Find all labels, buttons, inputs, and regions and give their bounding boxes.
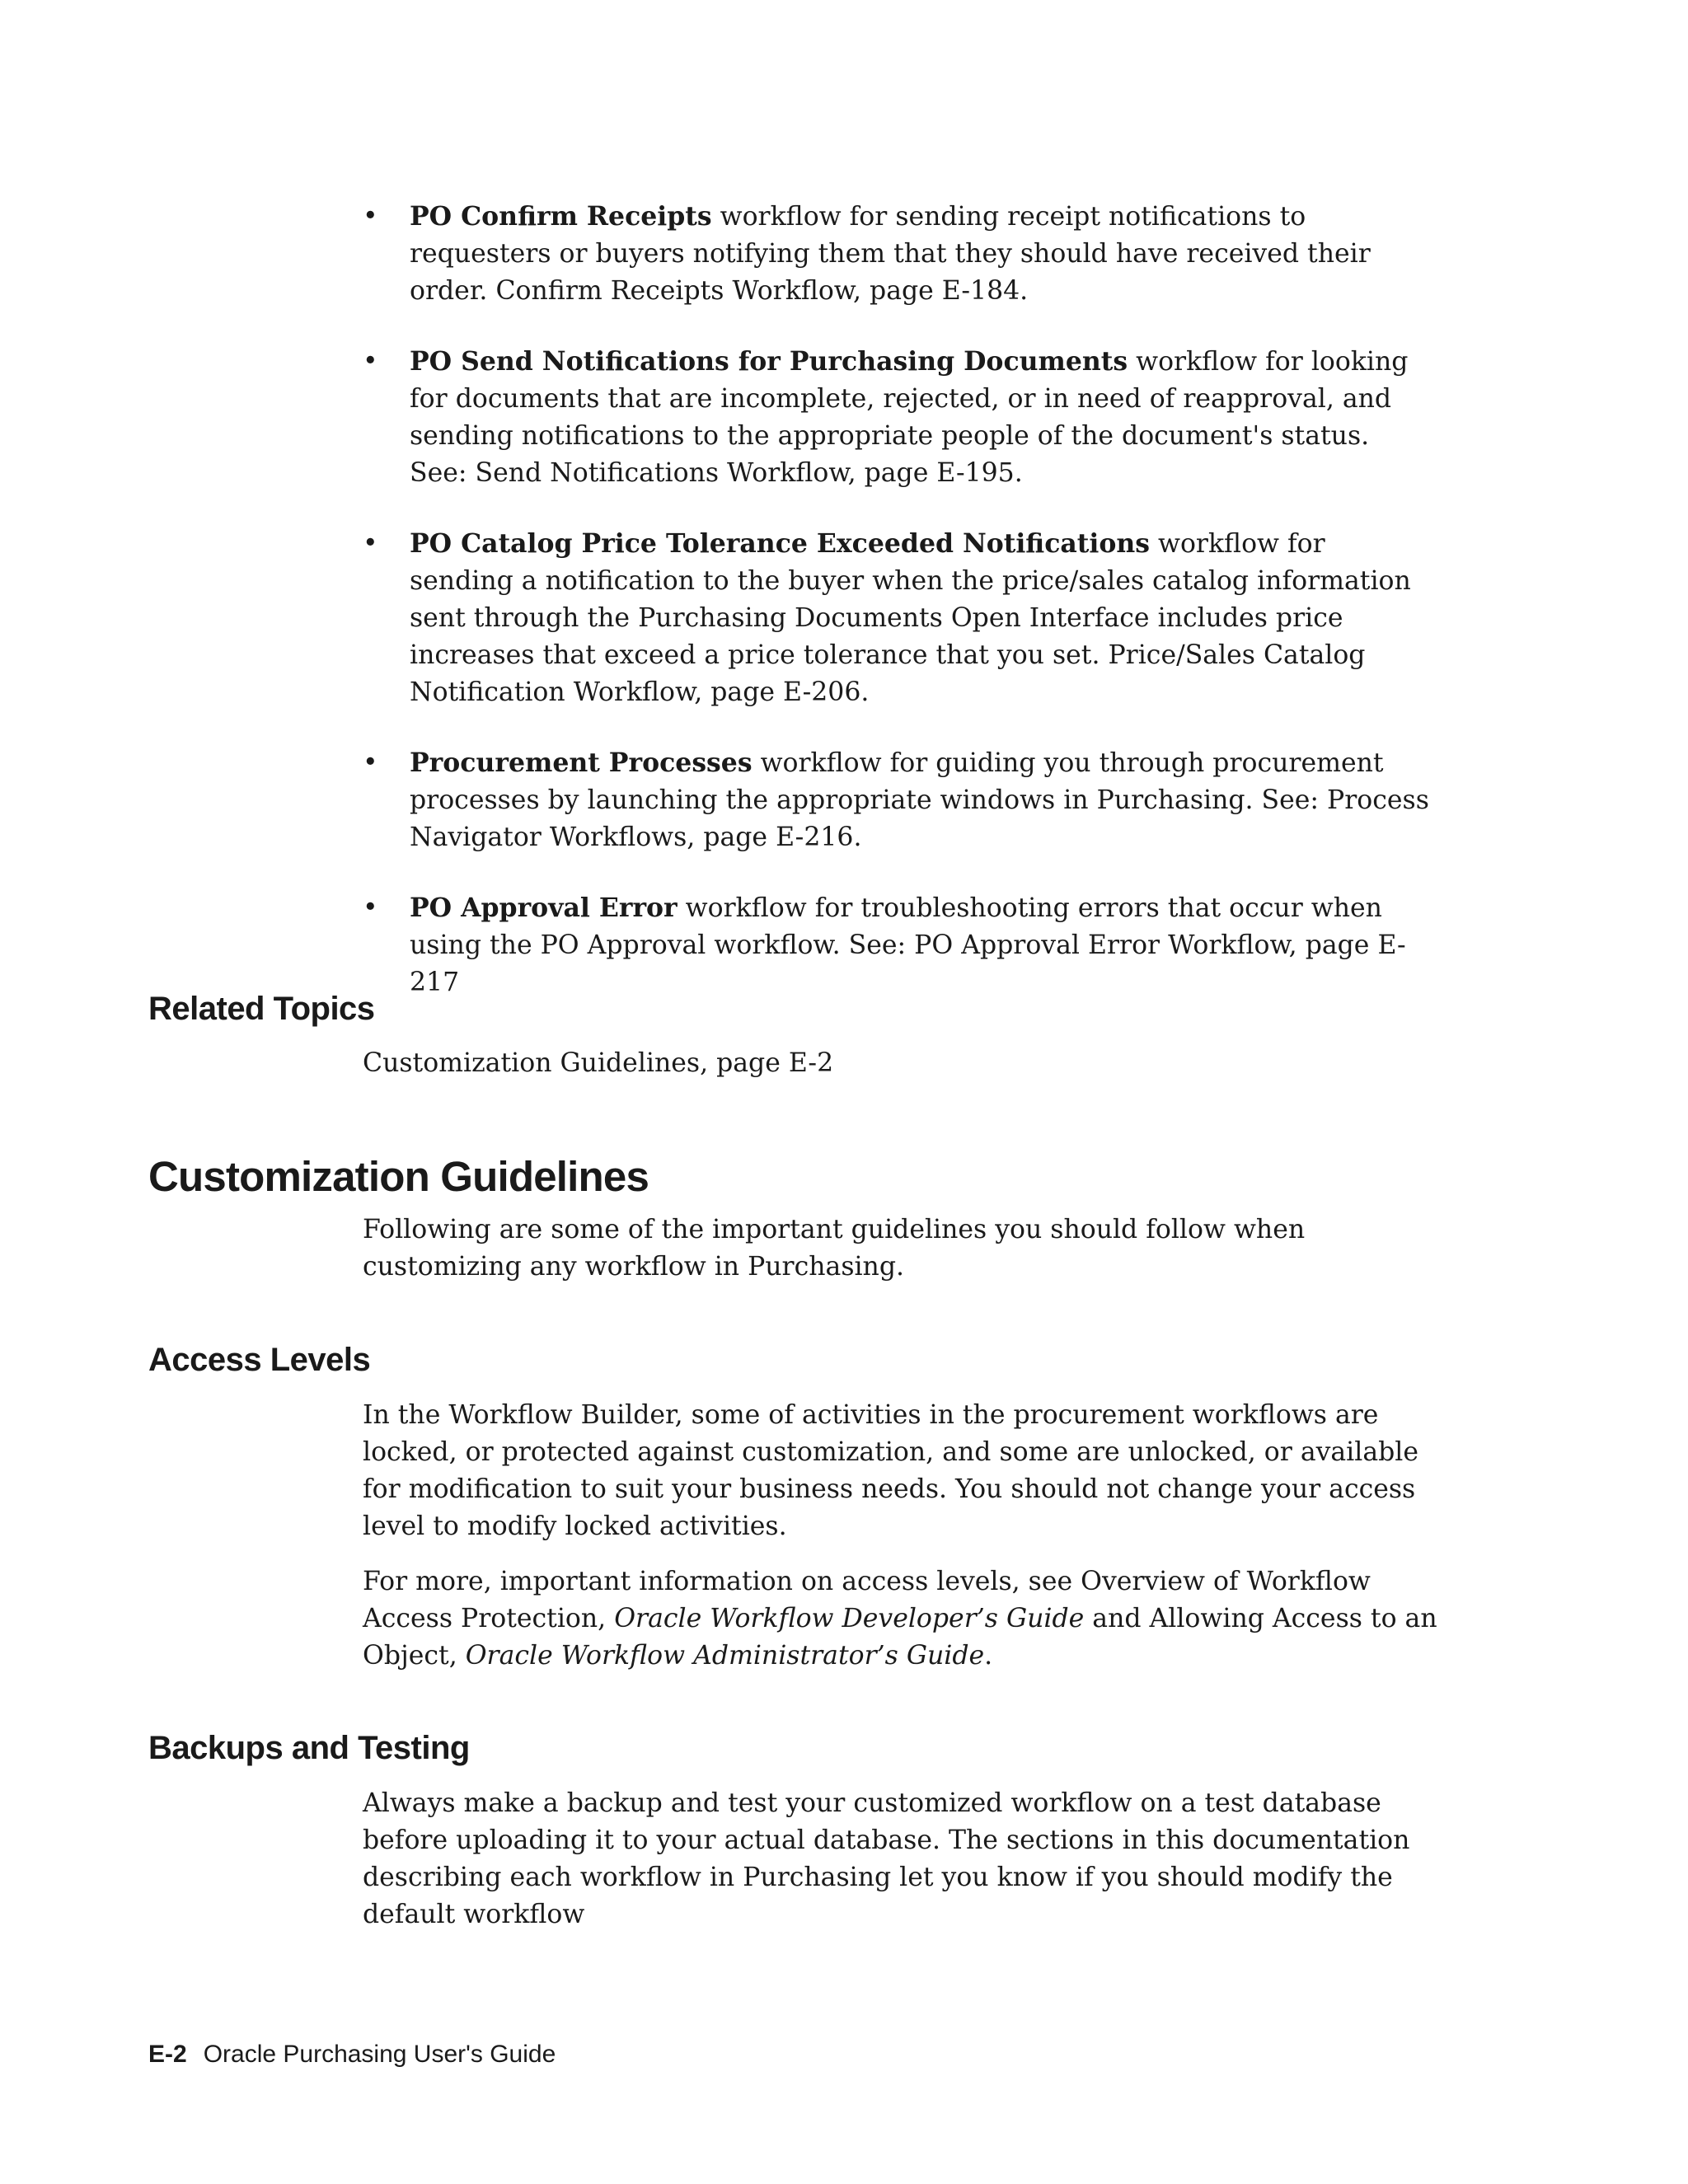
access-levels-para-2	[363, 1563, 1451, 1675]
list-item	[363, 198, 1434, 310]
access-levels-text-c: .	[984, 1641, 993, 1671]
bullet-icon: •	[363, 528, 378, 558]
bullet-icon: •	[363, 748, 378, 777]
list-item	[363, 343, 1434, 492]
bullet-icon: •	[363, 893, 378, 922]
bullet-icon: •	[363, 346, 378, 376]
bullet-term: Procurement Processes	[410, 748, 753, 778]
list-item	[363, 525, 1434, 711]
bullet-text: workflow for troubleshooting errors that occur when using the PO Approval workflow. See: PO Approval Error Workflow, page E-217	[410, 893, 1406, 997]
bullet-text: workflow for sending receipt notifications to requesters or buyers notifying them that they should have received their order. Confirm Receipts Workflow, page E-184.	[410, 202, 1371, 306]
access-levels-para-1: In the Workflow Builder, some of activities in the procurement workflows are locked, or protected against customization, and some are unlocked, or available for modification to suit your business needs. You should not change your access level to modify locked activities.	[363, 1400, 1418, 1541]
page-footer	[148, 2041, 556, 2069]
access-levels-text-b: and Allowing Access to an Object,	[363, 1604, 1437, 1671]
access-levels-heading: Access Levels	[148, 1342, 371, 1378]
book-title: Oracle Purchasing User's Guide	[203, 2041, 556, 2068]
customization-guidelines-heading: Customization Guidelines	[148, 1153, 649, 1200]
customization-guidelines-text: Following are some of the important guidelines you should follow when customizing any workflow in Purchasing.	[363, 1215, 1306, 1282]
workflow-bullet-list	[363, 198, 1434, 1034]
bullet-text: workflow for sending a notification to the buyer when the price/sales catalog information sent through the Purchasing Documents Open Interface includes price increases that exceed a price tolerance that you set. Price/Sales Catalog Notification Workflow, page E-206.	[410, 529, 1411, 707]
administrator-guide-ref: Oracle Workflow Administrator’s Guide	[465, 1641, 985, 1671]
page-number: E-2	[148, 2041, 187, 2068]
related-topics-heading: Related Topics	[148, 991, 375, 1027]
bullet-text: workflow for guiding you through procurement processes by launching the appropriate windows in Purchasing. See: Process Navigator Workflows, page E-216.	[410, 748, 1429, 852]
bullet-text: workflow for looking for documents that are incomplete, rejected, or in need of reapproval, and sending notifications to the appropriate people of the document's status. See: Send Notifications Workflow, page E-195.	[410, 347, 1409, 488]
backups-testing-text: Always make a backup and test your customized workflow on a test database before uploading it to your actual database. The sections in this documentation describing each workflow in Purchasing let you know if you should modify the default workflow	[363, 1788, 1410, 1929]
bullet-term: PO Confirm Receipts	[410, 201, 712, 232]
list-item	[363, 889, 1434, 1001]
backups-testing-heading: Backups and Testing	[148, 1730, 470, 1766]
bullet-term: PO Send Notifications for Purchasing Documents	[410, 346, 1128, 377]
access-levels-text-a: For more, important information on access levels, see Overview of Workflow Access Protection,	[363, 1567, 1371, 1633]
list-item	[363, 744, 1434, 856]
developer-guide-ref: Oracle Workflow Developer’s Guide	[614, 1604, 1085, 1633]
bullet-icon: •	[363, 201, 378, 231]
related-topics-link[interactable]: Customization Guidelines, page E-2	[363, 1048, 834, 1078]
bullet-term: PO Approval Error	[410, 893, 678, 923]
bullet-term: PO Catalog Price Tolerance Exceeded Notifications	[410, 528, 1150, 559]
